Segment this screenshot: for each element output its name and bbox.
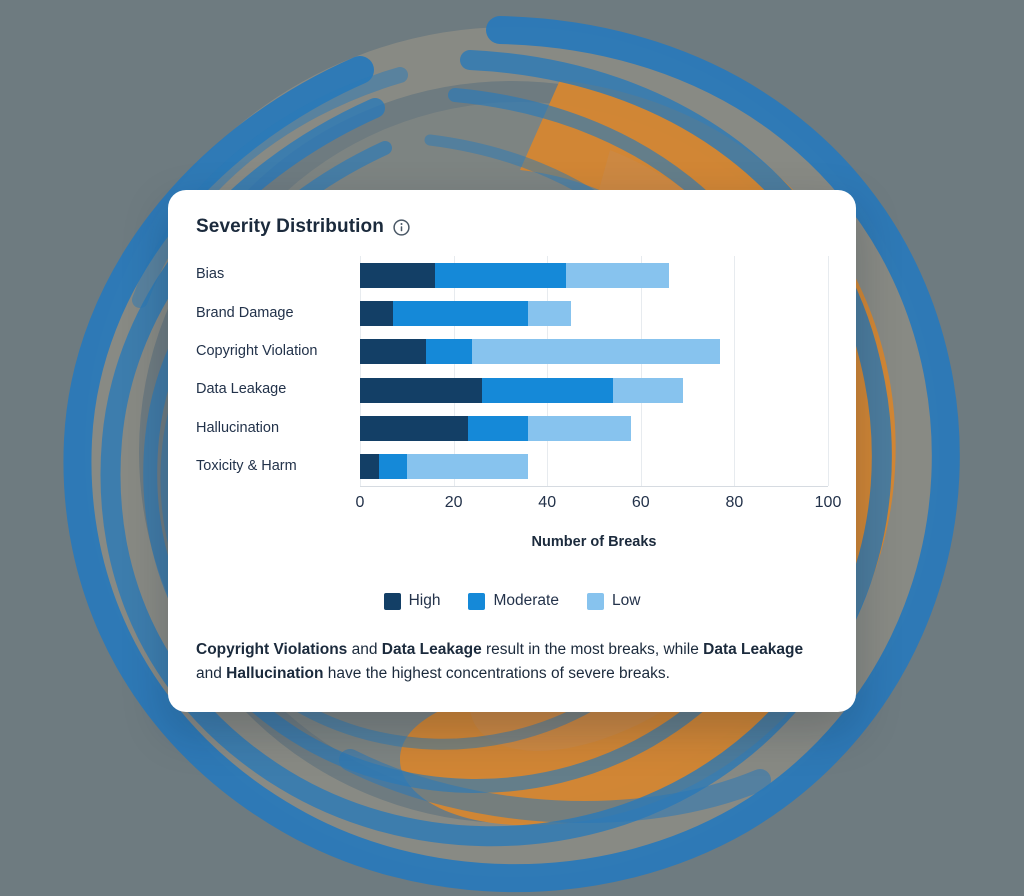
legend-label: High	[408, 592, 441, 609]
category-label: Toxicity & Harm	[196, 457, 297, 474]
bar-segment-low[interactable]	[613, 378, 683, 403]
bar-segment-high[interactable]	[360, 416, 468, 441]
bar-row[interactable]	[196, 263, 828, 288]
caption-emphasis-4: Hallucination	[226, 664, 324, 682]
bar-segment-low[interactable]	[472, 339, 720, 364]
x-axis-tick-label: 40	[538, 494, 557, 511]
info-circle-icon[interactable]	[393, 219, 410, 236]
bar-row[interactable]	[196, 378, 828, 403]
gridline	[734, 256, 735, 486]
caption-emphasis-3: Data Leakage	[703, 641, 804, 658]
x-axis-tick-label: 20	[444, 494, 463, 511]
legend-label: Moderate	[493, 592, 559, 609]
caption-emphasis-1: Copyright Violations	[196, 641, 348, 658]
bar-segment-high[interactable]	[360, 301, 393, 326]
caption-text-1: and	[347, 641, 382, 658]
legend-item-moderate[interactable]	[468, 592, 558, 610]
bar-segment-moderate[interactable]	[482, 378, 613, 403]
category-label: Data Leakage	[196, 381, 287, 398]
bar-segment-moderate[interactable]	[435, 263, 566, 288]
severity-distribution-card	[168, 190, 856, 712]
gridline	[547, 256, 548, 486]
caption-text-3: and	[196, 664, 227, 682]
legend-swatch-high	[384, 593, 401, 610]
legend-swatch-low	[587, 593, 604, 610]
bar-row[interactable]	[196, 416, 828, 441]
bar-segment-low[interactable]	[407, 454, 529, 479]
x-axis-line	[360, 486, 828, 487]
x-axis-tick-label: 0	[355, 494, 365, 511]
bar-segment-moderate[interactable]	[379, 454, 407, 479]
bar-row[interactable]	[196, 301, 828, 326]
category-label: Hallucination	[196, 419, 280, 436]
page-title: Severity Distribution	[196, 216, 384, 237]
x-axis-tick-label: 100	[814, 494, 842, 511]
category-label: Bias	[196, 266, 225, 283]
bar-segment-high[interactable]	[360, 454, 379, 479]
legend-item-low[interactable]	[587, 592, 640, 610]
severity-distribution-chart	[196, 256, 842, 550]
x-axis-tick-label: 80	[725, 494, 744, 511]
gridline	[641, 256, 642, 486]
bar-segment-high[interactable]	[360, 263, 435, 288]
bar-segment-moderate[interactable]	[468, 416, 529, 441]
caption-text-4: have the highest concentrations of severe breaks.	[323, 664, 670, 682]
gridline	[828, 256, 829, 486]
gridline	[360, 256, 361, 486]
bar-row[interactable]	[196, 339, 828, 364]
category-label: Brand Damage	[196, 304, 294, 321]
bar-segment-low[interactable]	[528, 301, 570, 326]
bar-segment-moderate[interactable]	[426, 339, 473, 364]
bar-row[interactable]	[196, 454, 828, 479]
bar-segment-low[interactable]	[566, 263, 669, 288]
gridline	[454, 256, 455, 486]
x-axis-title: Number of Breaks	[531, 534, 657, 550]
caption-emphasis-2: Data Leakage	[381, 641, 482, 658]
card-header	[196, 216, 828, 238]
bar-segment-high[interactable]	[360, 378, 482, 403]
legend-label: Low	[611, 592, 641, 609]
bar-segment-moderate[interactable]	[393, 301, 529, 326]
chart-caption	[196, 638, 828, 685]
bar-segment-high[interactable]	[360, 339, 426, 364]
legend-item-high[interactable]	[384, 592, 441, 610]
x-axis-tick-label: 60	[631, 494, 650, 511]
chart-legend	[196, 592, 828, 610]
category-label: Copyright Violation	[196, 342, 318, 359]
legend-swatch-moderate	[468, 593, 485, 610]
bar-segment-low[interactable]	[528, 416, 631, 441]
caption-text-2: result in the most breaks, while	[481, 641, 704, 658]
